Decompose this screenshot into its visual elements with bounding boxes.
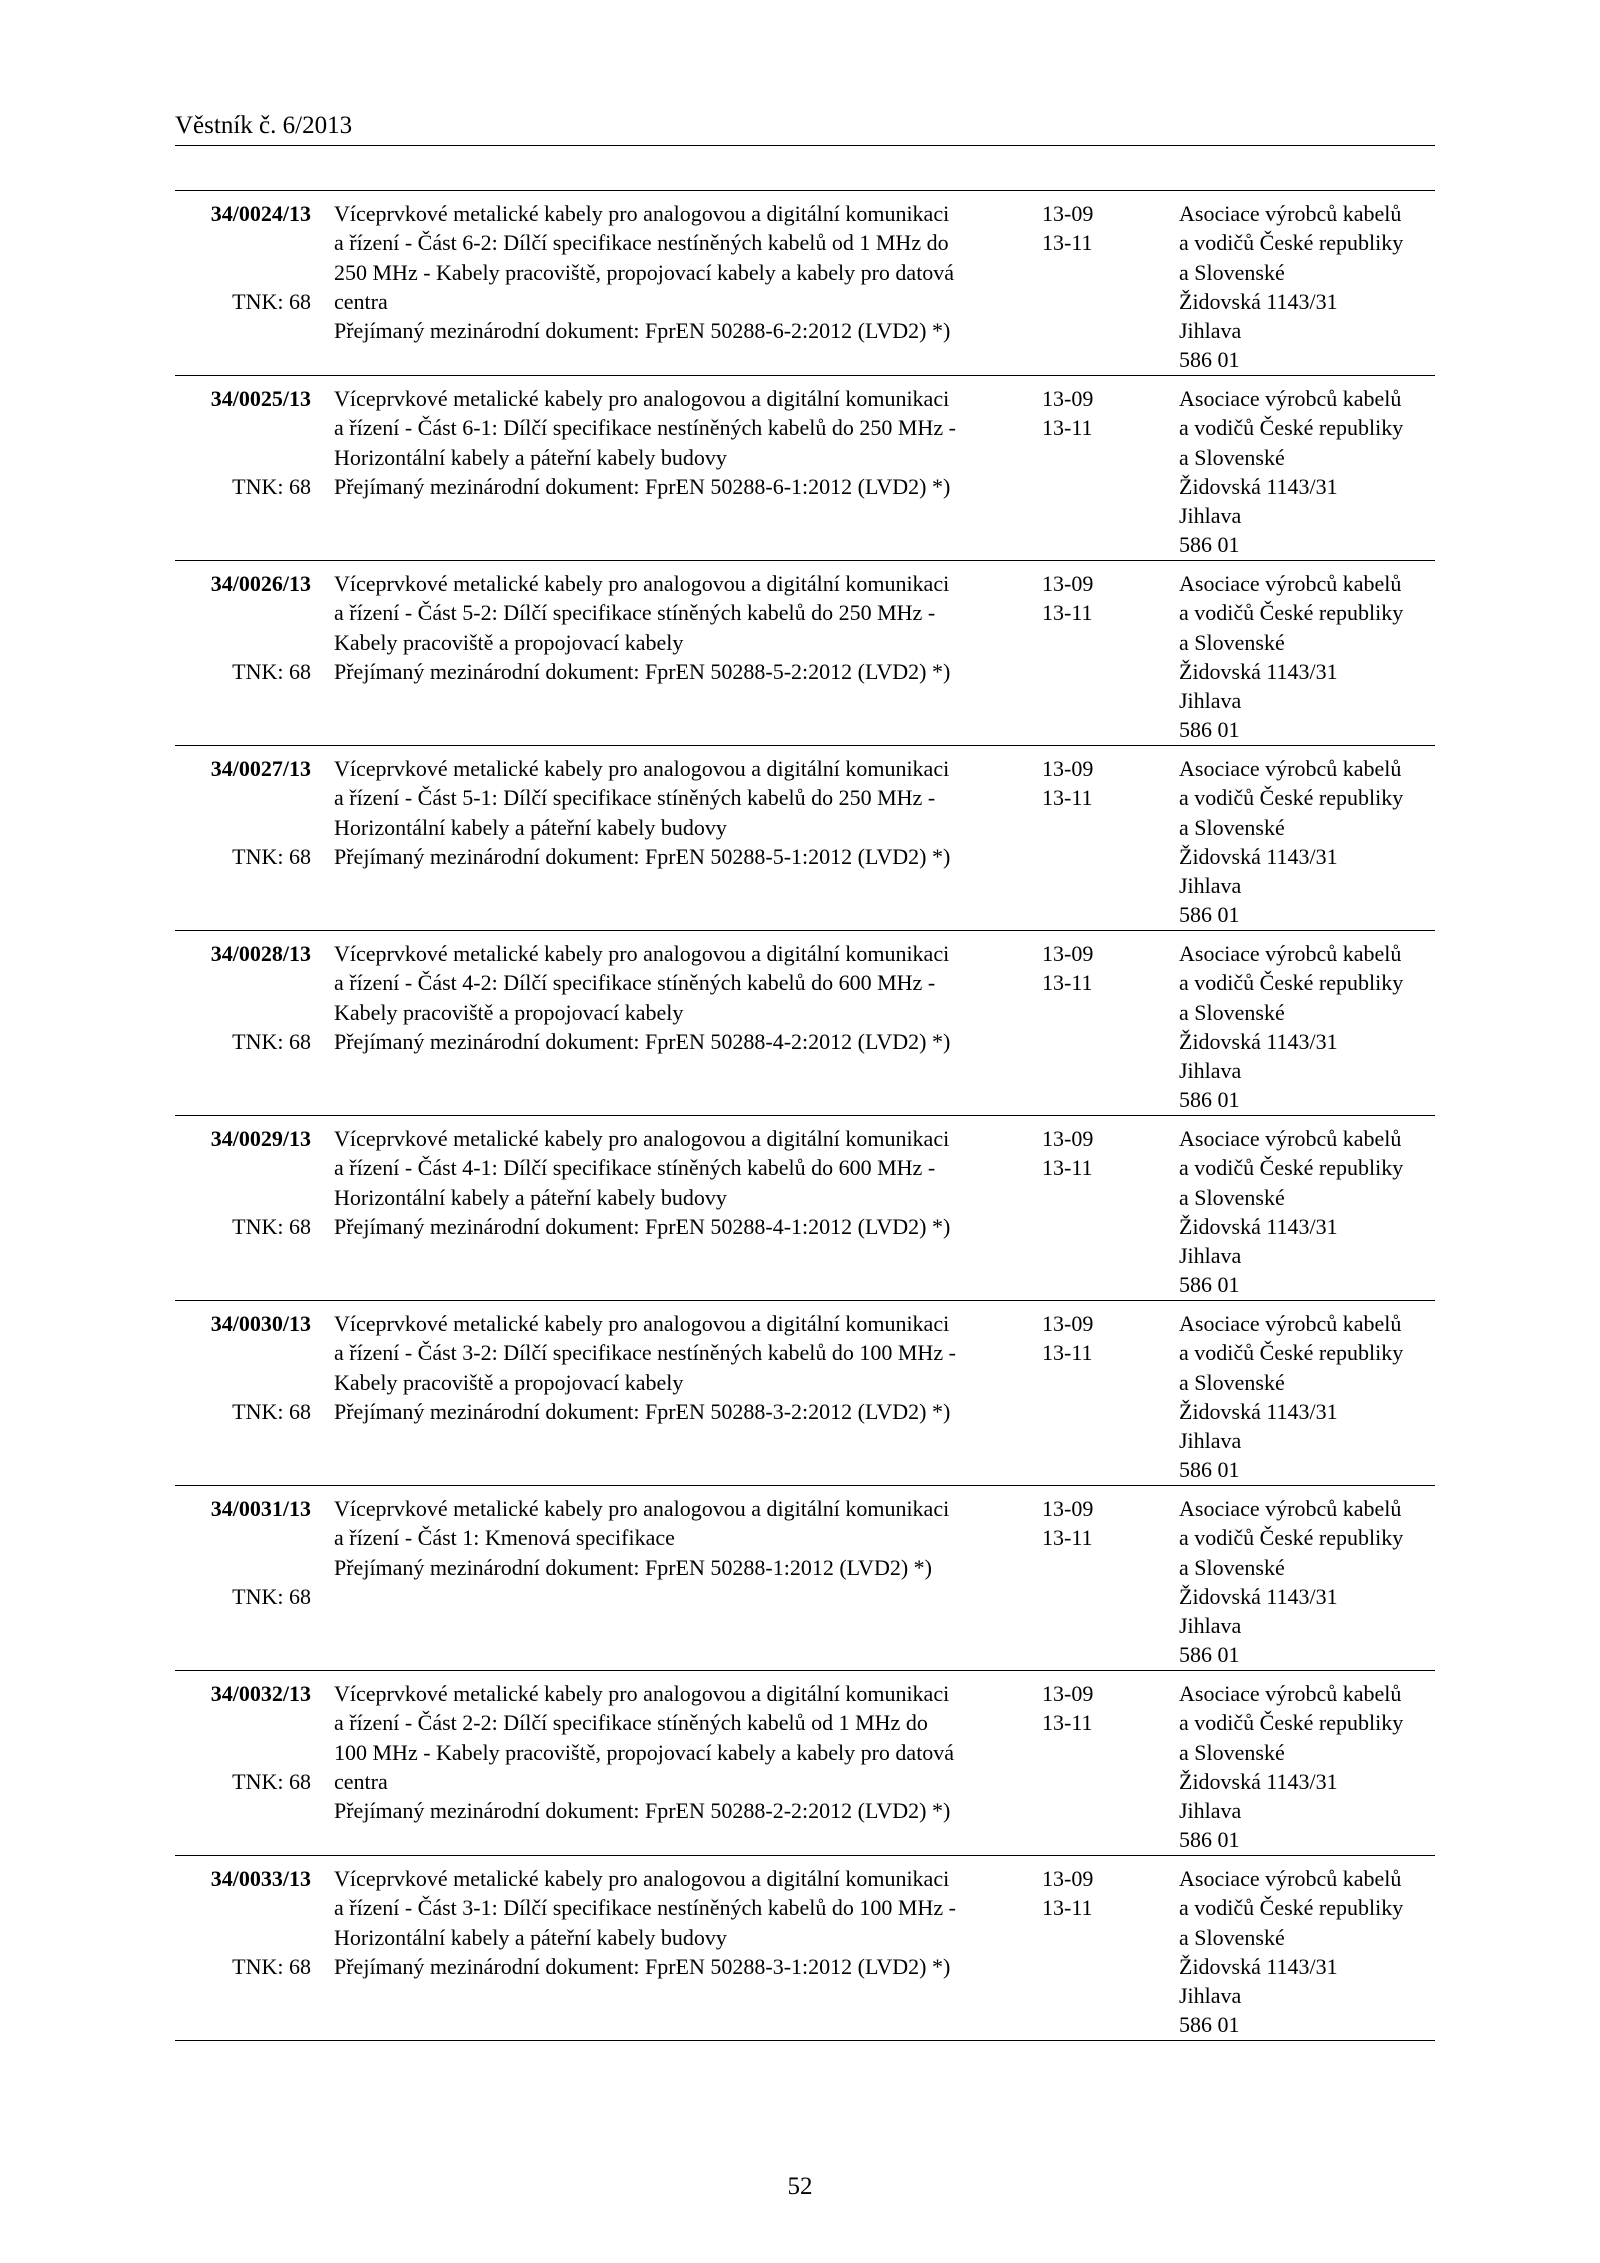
entry-organization-line: a Slovenské — [1179, 1739, 1285, 1765]
entry-number: 34/0028/13 — [210, 941, 311, 966]
entry-title-line: centra — [334, 1768, 388, 1794]
entry-organization-line: Asociace výrobců kabelů — [1179, 1866, 1402, 1891]
entry-title-line: a řízení - Část 6-1: Dílčí specifikace nestíněných kabelů do 250 MHz - — [334, 415, 956, 441]
standard-entry — [175, 1856, 1435, 2041]
entry-organization-column — [1179, 199, 1435, 375]
entry-number-column — [195, 1494, 311, 1609]
standard-entry — [175, 191, 1435, 376]
entry-organization-line: 586 01 — [1179, 1087, 1240, 1113]
entry-title-column — [334, 939, 1024, 1056]
entry-organization-line: Jihlava — [1179, 1058, 1242, 1084]
entry-organization-line: a vodičů České republiky — [1179, 1155, 1404, 1181]
entry-title-line: a řízení - Část 1: Kmenová specifikace — [334, 1525, 675, 1551]
entry-date: 13-11 — [1042, 230, 1093, 256]
entry-title-line: Víceprvkové metalické kabely pro analogovou a digitální komunikaci — [334, 1126, 950, 1151]
entry-tnk: TNK: 68 — [232, 474, 311, 499]
entry-number-column — [195, 1679, 311, 1794]
entry-organization-column — [1179, 1864, 1435, 2040]
entry-date: 13-09 — [1042, 1126, 1094, 1151]
entry-title-column — [334, 1494, 1024, 1582]
entry-organization-line: a Slovenské — [1179, 444, 1285, 470]
entry-organization-line: a vodičů České republiky — [1179, 1895, 1404, 1921]
entry-dates-column — [1042, 1494, 1122, 1553]
entry-dates-column — [1042, 1309, 1122, 1368]
entry-title-column — [334, 199, 1024, 345]
entry-organization-line: Jihlava — [1179, 503, 1242, 529]
standards-list — [175, 190, 1435, 2041]
standard-entry — [175, 376, 1435, 561]
entry-organization-line: Asociace výrobců kabelů — [1179, 941, 1402, 966]
page-number: 52 — [787, 2173, 813, 2200]
entry-organization-column — [1179, 384, 1435, 560]
standard-entry — [175, 1671, 1435, 1856]
entry-title-line: a řízení - Část 4-1: Dílčí specifikace stíněných kabelů do 600 MHz - — [334, 1155, 936, 1181]
entry-organization-line: Židovská 1143/31 — [1179, 843, 1338, 869]
entry-organization-line: a vodičů České republiky — [1179, 1525, 1404, 1551]
entry-organization-line: a Slovenské — [1179, 1369, 1285, 1395]
entry-title-line: Víceprvkové metalické kabely pro analogovou a digitální komunikaci — [334, 1496, 950, 1521]
entry-date: 13-11 — [1042, 970, 1093, 996]
entry-reference-document: Přejímaný mezinárodní dokument: FprEN 50288-3-2:2012 (LVD2) *) — [334, 1398, 951, 1424]
entry-organization-line: Jihlava — [1179, 873, 1242, 899]
entry-tnk: TNK: 68 — [232, 1399, 311, 1424]
entry-organization-column — [1179, 569, 1435, 745]
entry-number-column — [195, 1124, 311, 1239]
entry-organization-column — [1179, 1679, 1435, 1855]
entry-organization-line: 586 01 — [1179, 2012, 1240, 2038]
entry-organization-line: 586 01 — [1179, 1642, 1240, 1668]
entry-organization-line: Židovská 1143/31 — [1179, 473, 1338, 499]
entry-title-line: Víceprvkové metalické kabely pro analogovou a digitální komunikaci — [334, 756, 950, 781]
entry-date: 13-11 — [1042, 1340, 1093, 1366]
entry-dates-column — [1042, 199, 1122, 258]
entry-dates-column — [1042, 1864, 1122, 1923]
entry-number-column — [195, 384, 311, 499]
entry-organization-line: a vodičů České republiky — [1179, 970, 1404, 996]
entry-organization-line: Jihlava — [1179, 318, 1242, 344]
entry-title-line: a řízení - Část 5-1: Dílčí specifikace stíněných kabelů do 250 MHz - — [334, 785, 936, 811]
entry-date: 13-09 — [1042, 201, 1094, 226]
entry-title-column — [334, 754, 1024, 871]
entry-organization-line: Asociace výrobců kabelů — [1179, 571, 1402, 596]
entry-organization-line: a Slovenské — [1179, 629, 1285, 655]
entry-organization-line: Židovská 1143/31 — [1179, 1398, 1338, 1424]
entry-title-column — [334, 569, 1024, 686]
entry-organization-line: Jihlava — [1179, 1613, 1242, 1639]
entry-dates-column — [1042, 1679, 1122, 1738]
header-rule — [175, 145, 1435, 146]
entry-title-line: Kabely pracoviště a propojovací kabely — [334, 629, 684, 655]
entry-title-line: Víceprvkové metalické kabely pro analogovou a digitální komunikaci — [334, 1311, 950, 1336]
entry-title-line: a řízení - Část 3-1: Dílčí specifikace nestíněných kabelů do 100 MHz - — [334, 1895, 956, 1921]
entry-title-line: Víceprvkové metalické kabely pro analogovou a digitální komunikaci — [334, 1866, 950, 1891]
entry-tnk: TNK: 68 — [232, 1954, 311, 1979]
standard-entry — [175, 746, 1435, 931]
entry-organization-line: 586 01 — [1179, 717, 1240, 743]
entry-tnk: TNK: 68 — [232, 1214, 311, 1239]
entry-organization-line: a vodičů České republiky — [1179, 600, 1404, 626]
entry-organization-line: Asociace výrobců kabelů — [1179, 201, 1402, 226]
entry-title-line: Víceprvkové metalické kabely pro analogovou a digitální komunikaci — [334, 1681, 950, 1706]
entry-organization-line: a Slovenské — [1179, 1184, 1285, 1210]
entry-title-line: a řízení - Část 4-2: Dílčí specifikace stíněných kabelů do 600 MHz - — [334, 970, 936, 996]
entry-date: 13-09 — [1042, 571, 1094, 596]
entry-organization-line: a vodičů České republiky — [1179, 785, 1404, 811]
entry-title-line: Víceprvkové metalické kabely pro analogovou a digitální komunikaci — [334, 386, 950, 411]
entry-number-column — [195, 939, 311, 1054]
entry-organization-line: Jihlava — [1179, 688, 1242, 714]
entry-organization-column — [1179, 939, 1435, 1115]
entry-dates-column — [1042, 754, 1122, 813]
entry-dates-column — [1042, 1124, 1122, 1183]
standard-entry — [175, 931, 1435, 1116]
entry-date: 13-11 — [1042, 1525, 1093, 1551]
entry-number: 34/0030/13 — [210, 1311, 311, 1336]
entry-date: 13-11 — [1042, 785, 1093, 811]
entry-tnk: TNK: 68 — [232, 844, 311, 869]
standard-entry — [175, 1301, 1435, 1486]
entry-reference-document: Přejímaný mezinárodní dokument: FprEN 50288-2-2:2012 (LVD2) *) — [334, 1798, 951, 1824]
entry-number-column — [195, 1309, 311, 1424]
entry-organization-line: Asociace výrobců kabelů — [1179, 386, 1402, 411]
entry-organization-column — [1179, 1309, 1435, 1485]
entry-title-column — [334, 1309, 1024, 1426]
entry-number: 34/0029/13 — [210, 1126, 311, 1151]
entry-organization-line: Židovská 1143/31 — [1179, 1583, 1338, 1609]
entry-reference-document: Přejímaný mezinárodní dokument: FprEN 50288-6-2:2012 (LVD2) *) — [334, 318, 951, 344]
entry-date: 13-09 — [1042, 386, 1094, 411]
entry-title-line: Horizontální kabely a páteřní kabely budovy — [334, 1924, 727, 1950]
entry-date: 13-09 — [1042, 1681, 1094, 1706]
entry-organization-line: Asociace výrobců kabelů — [1179, 1681, 1402, 1706]
entry-date: 13-11 — [1042, 415, 1093, 441]
entry-tnk: TNK: 68 — [232, 289, 311, 314]
entry-date: 13-09 — [1042, 756, 1094, 781]
entry-dates-column — [1042, 569, 1122, 628]
entry-organization-line: 586 01 — [1179, 1457, 1240, 1483]
entry-reference-document: Přejímaný mezinárodní dokument: FprEN 50288-4-1:2012 (LVD2) *) — [334, 1213, 951, 1239]
entry-title-line: Víceprvkové metalické kabely pro analogovou a digitální komunikaci — [334, 571, 950, 596]
entry-date: 13-11 — [1042, 600, 1093, 626]
entry-number-column — [195, 199, 311, 314]
entry-title-line: Víceprvkové metalické kabely pro analogovou a digitální komunikaci — [334, 201, 950, 226]
entry-date: 13-09 — [1042, 1496, 1094, 1521]
entry-title-line: Kabely pracoviště a propojovací kabely — [334, 1369, 684, 1395]
entry-number-column — [195, 754, 311, 869]
entry-tnk: TNK: 68 — [232, 1029, 311, 1054]
entry-title-line: a řízení - Část 2-2: Dílčí specifikace stíněných kabelů od 1 MHz do — [334, 1710, 928, 1736]
standard-entry — [175, 1486, 1435, 1671]
entry-organization-line: 586 01 — [1179, 902, 1240, 928]
entry-reference-document: Přejímaný mezinárodní dokument: FprEN 50288-5-1:2012 (LVD2) *) — [334, 843, 951, 869]
entry-date: 13-09 — [1042, 1311, 1094, 1336]
entry-title-line: 250 MHz - Kabely pracoviště, propojovací kabely a kabely pro datová — [334, 259, 955, 285]
entry-title-line: 100 MHz - Kabely pracoviště, propojovací kabely a kabely pro datová — [334, 1739, 955, 1765]
entry-dates-column — [1042, 939, 1122, 998]
entry-tnk: TNK: 68 — [232, 1769, 311, 1794]
entry-tnk: TNK: 68 — [232, 659, 311, 684]
entry-number: 34/0027/13 — [210, 756, 311, 781]
entry-title-line: Kabely pracoviště a propojovací kabely — [334, 999, 684, 1025]
entry-organization-line: 586 01 — [1179, 347, 1240, 373]
entry-title-line: centra — [334, 288, 388, 314]
entry-title-line: Horizontální kabely a páteřní kabely budovy — [334, 814, 727, 840]
entry-organization-line: a vodičů České republiky — [1179, 415, 1404, 441]
entry-dates-column — [1042, 384, 1122, 443]
entry-title-column — [334, 1679, 1024, 1825]
entry-reference-document: Přejímaný mezinárodní dokument: FprEN 50288-5-2:2012 (LVD2) *) — [334, 658, 951, 684]
entry-title-line: Víceprvkové metalické kabely pro analogovou a digitální komunikaci — [334, 941, 950, 966]
entry-organization-line: Asociace výrobců kabelů — [1179, 1311, 1402, 1336]
entry-tnk: TNK: 68 — [232, 1584, 311, 1609]
page-header-title: Věstník č. 6/2013 — [175, 112, 353, 139]
entry-organization-line: Židovská 1143/31 — [1179, 658, 1338, 684]
entry-reference-document: Přejímaný mezinárodní dokument: FprEN 50288-3-1:2012 (LVD2) *) — [334, 1953, 951, 1979]
entry-title-line: a řízení - Část 5-2: Dílčí specifikace stíněných kabelů do 250 MHz - — [334, 600, 936, 626]
entry-organization-line: 586 01 — [1179, 1827, 1240, 1853]
entry-organization-line: Židovská 1143/31 — [1179, 288, 1338, 314]
entry-date: 13-09 — [1042, 1866, 1094, 1891]
entry-reference-document: Přejímaný mezinárodní dokument: FprEN 50288-1:2012 (LVD2) *) — [334, 1554, 932, 1580]
entry-number: 34/0032/13 — [210, 1681, 311, 1706]
entry-reference-document: Přejímaný mezinárodní dokument: FprEN 50288-4-2:2012 (LVD2) *) — [334, 1028, 951, 1054]
entry-title-column — [334, 1124, 1024, 1241]
entry-organization-line: a vodičů České republiky — [1179, 1710, 1404, 1736]
entry-organization-line: a vodičů České republiky — [1179, 230, 1404, 256]
entry-title-column — [334, 384, 1024, 501]
standard-entry — [175, 1116, 1435, 1301]
entry-organization-line: Jihlava — [1179, 1798, 1242, 1824]
entry-organization-line: a vodičů České republiky — [1179, 1340, 1404, 1366]
entry-title-line: Horizontální kabely a páteřní kabely budovy — [334, 1184, 727, 1210]
entry-organization-line: Asociace výrobců kabelů — [1179, 1126, 1402, 1151]
entry-number: 34/0026/13 — [210, 571, 311, 596]
entry-number-column — [195, 1864, 311, 1979]
entry-title-column — [334, 1864, 1024, 1981]
entry-organization-column — [1179, 1494, 1435, 1670]
entry-organization-line: 586 01 — [1179, 1272, 1240, 1298]
entry-organization-line: Židovská 1143/31 — [1179, 1953, 1338, 1979]
entry-organization-line: a Slovenské — [1179, 814, 1285, 840]
entry-number: 34/0025/13 — [210, 386, 311, 411]
entry-number-column — [195, 569, 311, 684]
standard-entry — [175, 561, 1435, 746]
entry-organization-line: a Slovenské — [1179, 999, 1285, 1025]
entry-number: 34/0024/13 — [210, 201, 311, 226]
entry-organization-line: Jihlava — [1179, 1243, 1242, 1269]
entry-organization-line: Židovská 1143/31 — [1179, 1213, 1338, 1239]
entry-date: 13-09 — [1042, 941, 1094, 966]
entry-organization-line: Asociace výrobců kabelů — [1179, 756, 1402, 781]
entry-organization-line: Židovská 1143/31 — [1179, 1028, 1338, 1054]
entry-title-line: Horizontální kabely a páteřní kabely budovy — [334, 444, 727, 470]
entry-date: 13-11 — [1042, 1155, 1093, 1181]
entry-organization-line: a Slovenské — [1179, 1924, 1285, 1950]
entry-organization-line: a Slovenské — [1179, 259, 1285, 285]
entry-organization-line: Jihlava — [1179, 1983, 1242, 2009]
entry-organization-column — [1179, 754, 1435, 930]
entry-organization-line: Jihlava — [1179, 1428, 1242, 1454]
entry-organization-line: Židovská 1143/31 — [1179, 1768, 1338, 1794]
entry-organization-line: Asociace výrobců kabelů — [1179, 1496, 1402, 1521]
entry-organization-line: 586 01 — [1179, 532, 1240, 558]
entry-organization-column — [1179, 1124, 1435, 1300]
entry-title-line: a řízení - Část 6-2: Dílčí specifikace nestíněných kabelů od 1 MHz do — [334, 230, 949, 256]
entry-number: 34/0033/13 — [210, 1866, 311, 1891]
entry-title-line: a řízení - Část 3-2: Dílčí specifikace nestíněných kabelů do 100 MHz - — [334, 1340, 956, 1366]
entry-date: 13-11 — [1042, 1895, 1093, 1921]
entry-organization-line: a Slovenské — [1179, 1554, 1285, 1580]
entry-reference-document: Přejímaný mezinárodní dokument: FprEN 50288-6-1:2012 (LVD2) *) — [334, 473, 951, 499]
entry-number: 34/0031/13 — [210, 1496, 311, 1521]
entry-date: 13-11 — [1042, 1710, 1093, 1736]
